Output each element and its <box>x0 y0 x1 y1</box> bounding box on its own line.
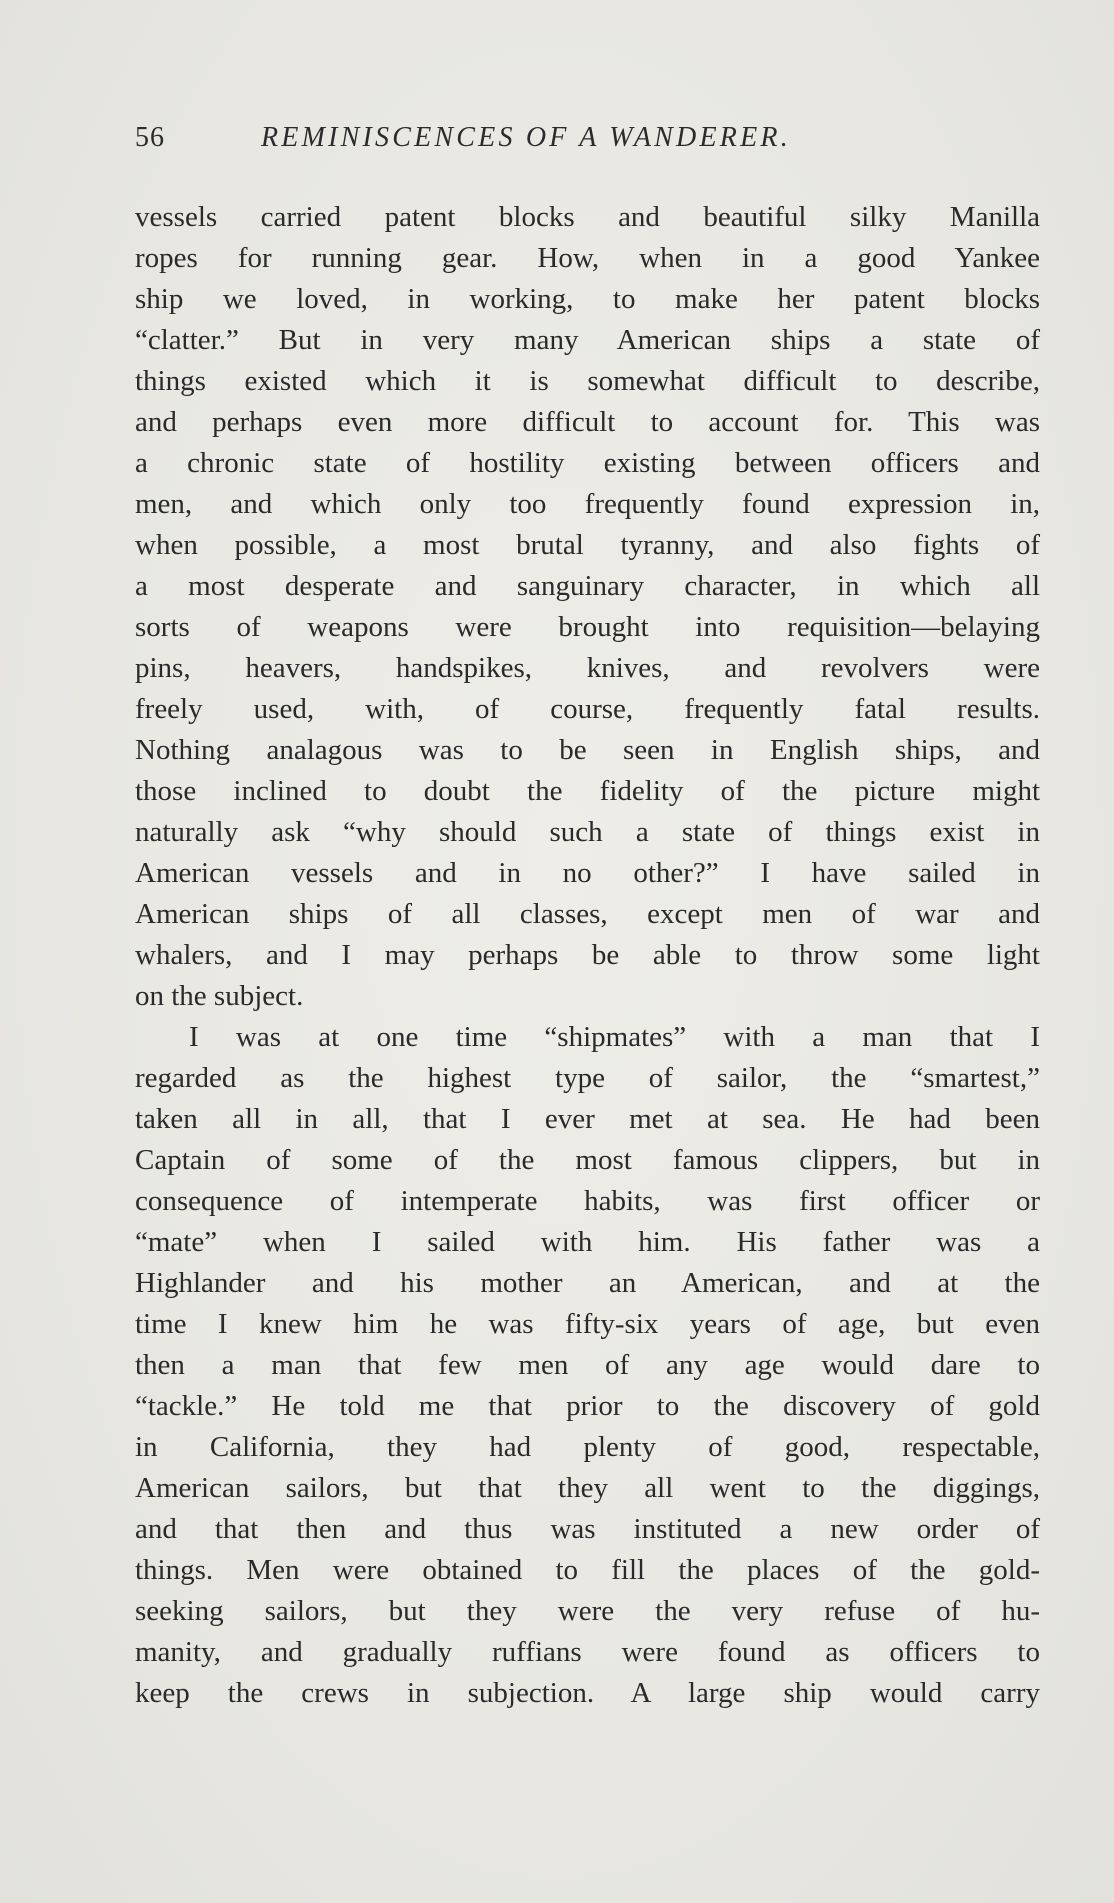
text-line: then a man that few men of any age would dare to <box>135 1349 1040 1381</box>
text-line: whalers, and I may perhaps be able to throw some light <box>135 939 1040 971</box>
body-text <box>135 197 1040 1714</box>
text-line: time I knew him he was fifty-six years of age, but even <box>135 1308 1040 1340</box>
running-title: REMINISCENCES OF A WANDERER. <box>261 122 791 153</box>
page-header <box>135 122 1035 162</box>
text-line: ropes for running gear. How, when in a good Yankee <box>135 242 1040 274</box>
text-line: vessels carried patent blocks and beautiful silky Manilla <box>135 201 1040 233</box>
text-line: freely used, with, of course, frequently fatal results. <box>135 693 1040 725</box>
text-line: American ships of all classes, except men of war and <box>135 898 1040 930</box>
text-line: manity, and gradually ruffians were found as officers to <box>135 1636 1040 1668</box>
text-line: Highlander and his mother an American, and at the <box>135 1267 1040 1299</box>
text-line: a chronic state of hostility existing between officers and <box>135 447 1040 479</box>
page-number: 56 <box>135 122 165 153</box>
text-line: regarded as the highest type of sailor, the “smartest,” <box>135 1062 1040 1094</box>
text-line: “clatter.” But in very many American ships a state of <box>135 324 1040 356</box>
text-line: “tackle.” He told me that prior to the discovery of gold <box>135 1390 1040 1422</box>
text-line: American vessels and in no other?” I have sailed in <box>135 857 1040 889</box>
text-line: things. Men were obtained to fill the places of the gold- <box>135 1554 1040 1586</box>
text-line: those inclined to doubt the fidelity of the picture might <box>135 775 1040 807</box>
text-line: naturally ask “why should such a state of things exist in <box>135 816 1040 848</box>
text-line: things existed which it is somewhat difficult to describe, <box>135 365 1040 397</box>
text-line: on the subject. <box>135 980 304 1012</box>
text-line: consequence of intemperate habits, was first officer or <box>135 1185 1040 1217</box>
text-line: keep the crews in subjection. A large ship would carry <box>135 1677 1040 1709</box>
text-line: seeking sailors, but they were the very refuse of hu- <box>135 1595 1040 1627</box>
text-line: a most desperate and sanguinary character, in which all <box>135 570 1040 602</box>
text-line: taken all in all, that I ever met at sea. He had been <box>135 1103 1040 1135</box>
text-line: and that then and thus was instituted a new order of <box>135 1513 1040 1545</box>
text-line: “mate” when I sailed with him. His father was a <box>135 1226 1040 1258</box>
text-line: Captain of some of the most famous clippers, but in <box>135 1144 1040 1176</box>
text-line: pins, heavers, handspikes, knives, and revolvers were <box>135 652 1040 684</box>
text-line: men, and which only too frequently found expression in, <box>135 488 1040 520</box>
text-line: American sailors, but that they all went to the diggings, <box>135 1472 1040 1504</box>
text-line: ship we loved, in working, to make her patent blocks <box>135 283 1040 315</box>
text-line: when possible, a most brutal tyranny, and also fights of <box>135 529 1040 561</box>
text-line: Nothing analagous was to be seen in English ships, and <box>135 734 1040 766</box>
text-line: and perhaps even more difficult to account for. This was <box>135 406 1040 438</box>
text-line: in California, they had plenty of good, respectable, <box>135 1431 1040 1463</box>
text-line: sorts of weapons were brought into requisition—belaying <box>135 611 1040 643</box>
text-line: I was at one time “shipmates” with a man that I <box>189 1021 1040 1053</box>
